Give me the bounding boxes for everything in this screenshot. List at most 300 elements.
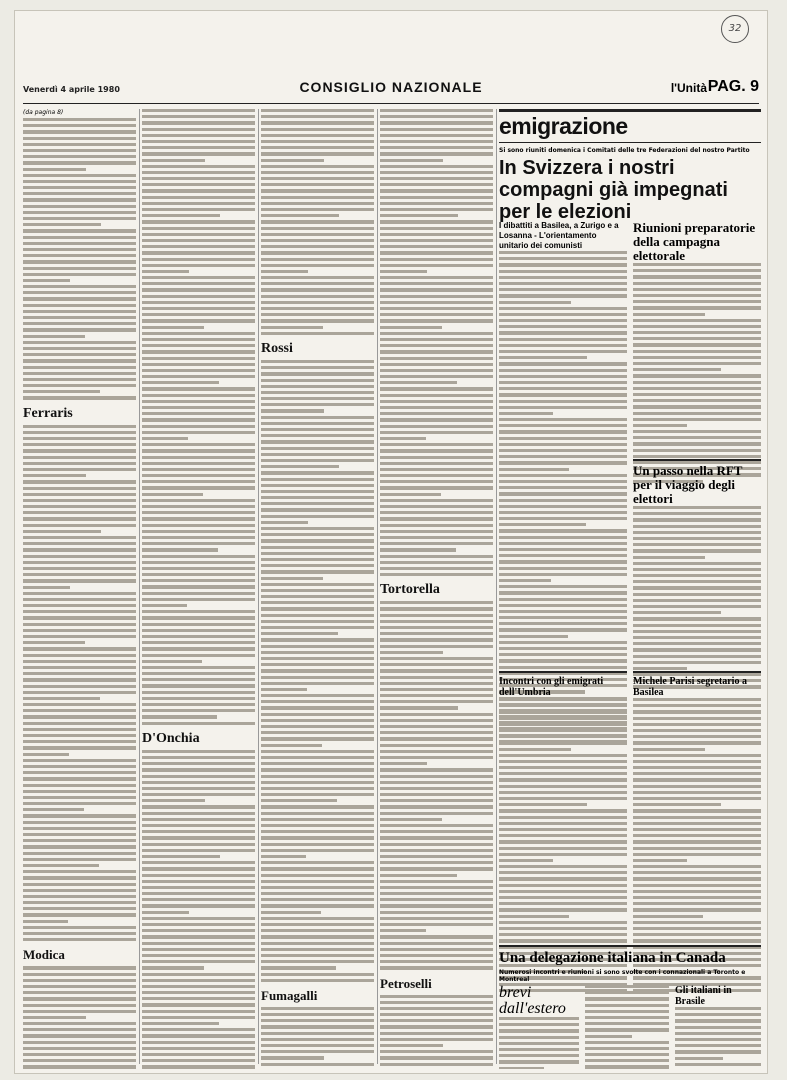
text-line (23, 328, 136, 331)
text-line (261, 332, 374, 335)
text-line (499, 729, 627, 732)
text-line (261, 595, 374, 598)
text-line (499, 1017, 579, 1020)
text-line (261, 812, 374, 815)
text-line (499, 902, 627, 905)
text-line (380, 394, 493, 397)
text-line (380, 189, 493, 192)
text-line (380, 462, 493, 465)
body-text (142, 750, 255, 1069)
text-line (633, 760, 761, 763)
text-line (499, 710, 627, 713)
text-line (380, 363, 493, 366)
text-line (633, 908, 761, 911)
text-line (261, 948, 374, 951)
text-line (142, 536, 255, 539)
text-line (261, 558, 374, 561)
text-line (142, 258, 255, 261)
text-line (261, 867, 374, 870)
text-line (142, 319, 255, 322)
text-line (380, 115, 493, 118)
text-line (261, 459, 374, 462)
text-line (261, 583, 374, 586)
text-line (261, 700, 374, 703)
text-line (142, 431, 255, 434)
text-line (380, 128, 493, 131)
text-line (261, 886, 374, 889)
text-line (142, 678, 255, 681)
text-line (499, 598, 627, 601)
text-line (499, 865, 627, 868)
text-line (23, 474, 86, 477)
text-line (499, 809, 627, 812)
text-line (261, 589, 374, 592)
text-line (499, 604, 627, 607)
text-line (23, 604, 136, 607)
text-line (142, 666, 255, 669)
text-line (142, 635, 255, 638)
text-line (633, 436, 761, 439)
text-line (261, 152, 374, 155)
text-line (380, 140, 493, 143)
text-line (499, 1023, 579, 1026)
body-text (23, 118, 136, 400)
text-line (633, 549, 761, 552)
text-line (380, 499, 493, 502)
text-line (380, 620, 493, 623)
text-line (261, 979, 374, 982)
text-line (633, 840, 761, 843)
text-line (380, 159, 443, 162)
text-line (23, 341, 136, 344)
text-line (23, 895, 136, 898)
text-line (380, 849, 493, 852)
text-line (261, 220, 374, 223)
text-line (380, 1063, 493, 1066)
text-line (380, 493, 441, 496)
text-line (633, 506, 761, 509)
text-line (23, 814, 136, 817)
text-line (142, 196, 255, 199)
text-line (23, 517, 136, 520)
text-line (499, 921, 627, 924)
text-line (261, 533, 374, 536)
text-line (142, 942, 255, 945)
newspaper-name: l'Unità (670, 81, 707, 95)
text-line (23, 666, 136, 669)
text-line (633, 325, 761, 328)
text-line (261, 614, 374, 617)
text-line (380, 264, 493, 267)
text-line (142, 1047, 255, 1050)
text-line (380, 793, 493, 796)
text-line (142, 579, 255, 582)
text-line (261, 768, 374, 771)
riunioni-box (633, 221, 761, 486)
text-line (633, 337, 761, 340)
text-line (142, 917, 255, 920)
text-line (142, 966, 204, 969)
text-line (380, 536, 493, 539)
text-line (380, 555, 493, 558)
text-line (142, 793, 255, 796)
text-line (142, 672, 255, 675)
text-line (142, 880, 255, 883)
text-line (499, 474, 627, 477)
text-line (499, 896, 627, 899)
text-line (142, 997, 255, 1000)
text-line (142, 1022, 219, 1025)
text-line (142, 406, 255, 409)
text-line (142, 824, 255, 827)
text-line (261, 719, 374, 722)
text-line (380, 468, 493, 471)
text-line (261, 121, 374, 124)
text-line (261, 270, 308, 273)
text-line (142, 233, 255, 236)
text-line (261, 694, 374, 697)
text-line (499, 313, 627, 316)
text-line (142, 762, 255, 765)
text-line (499, 816, 627, 819)
text-line (633, 617, 761, 620)
text-line (499, 362, 627, 365)
text-line (585, 1065, 669, 1068)
text-line (633, 927, 761, 930)
text-line (142, 954, 255, 957)
text-line (380, 787, 493, 790)
text-line (23, 635, 136, 638)
text-line (499, 635, 568, 638)
text-line (499, 461, 627, 464)
header-rule (23, 103, 759, 104)
text-line (633, 884, 761, 887)
text-line (261, 762, 374, 765)
text-line (633, 772, 761, 775)
text-line (633, 661, 761, 664)
text-line (261, 830, 374, 833)
text-line (380, 313, 493, 316)
text-line (261, 301, 374, 304)
text-line (23, 765, 136, 768)
text-line (23, 790, 136, 793)
text-line (499, 529, 627, 532)
text-line (380, 400, 493, 403)
text-line (261, 725, 374, 728)
text-line (261, 564, 374, 567)
body-text (585, 985, 669, 1069)
text-line (380, 1013, 493, 1016)
text-line (499, 294, 627, 297)
text-line (380, 601, 493, 604)
text-line (261, 836, 374, 839)
text-line (142, 381, 219, 384)
text-line (633, 381, 761, 384)
text-line (23, 378, 136, 381)
text-line (23, 623, 136, 626)
text-line (142, 836, 255, 839)
text-line (142, 276, 255, 279)
text-line (142, 301, 255, 304)
text-line (380, 898, 493, 901)
text-line (633, 797, 761, 800)
text-line (675, 1050, 761, 1053)
text-line (23, 456, 136, 459)
text-line (23, 845, 136, 848)
text-line (499, 1042, 579, 1045)
text-line (142, 208, 255, 211)
text-line (499, 939, 627, 942)
text-line (380, 935, 493, 938)
text-line (23, 647, 136, 650)
text-line (142, 189, 255, 192)
text-line (380, 270, 427, 273)
text-line (380, 632, 493, 635)
text-line (633, 624, 761, 627)
text-line (499, 760, 627, 763)
text-line (633, 748, 705, 751)
text-line (380, 725, 493, 728)
text-line (142, 598, 255, 601)
text-line (261, 904, 374, 907)
text-line (380, 706, 458, 709)
text-line (380, 911, 493, 914)
subheadline: I dibattiti a Basilea, a Zurigo e a Losanna - L'orientamento unitario dei comunisti (499, 221, 619, 250)
text-line (380, 843, 493, 846)
text-line (23, 248, 136, 251)
text-line (142, 214, 220, 217)
text-line (261, 892, 374, 895)
text-line (142, 660, 202, 663)
text-line (499, 455, 627, 458)
text-line (380, 505, 493, 508)
text-line (23, 548, 136, 551)
text-line (23, 254, 136, 257)
text-line (380, 486, 493, 489)
text-line (142, 251, 255, 254)
section-title: CONSIGLIO NAZIONALE (299, 79, 483, 95)
text-line (380, 165, 493, 168)
text-line (380, 412, 493, 415)
text-line (23, 353, 136, 356)
text-line (261, 645, 374, 648)
body-text (142, 109, 255, 725)
text-line (142, 542, 255, 545)
text-line (142, 115, 255, 118)
text-line (633, 593, 761, 596)
text-line (23, 966, 136, 969)
text-line (633, 741, 761, 744)
text-line (633, 537, 761, 540)
text-line (380, 700, 493, 703)
text-column-3 (261, 109, 374, 1069)
text-line (23, 149, 136, 152)
text-line (499, 666, 627, 669)
text-line (261, 307, 374, 310)
text-line (633, 362, 761, 365)
text-line (142, 585, 255, 588)
text-line (142, 818, 255, 821)
text-line (142, 573, 255, 576)
text-line (499, 270, 627, 273)
text-line (23, 143, 136, 146)
text-line (261, 134, 374, 137)
text-line (142, 684, 255, 687)
article-headline: Un passo nella RFT per il viaggio degli elettori (633, 463, 743, 506)
text-line (499, 449, 627, 452)
text-line (633, 809, 761, 812)
text-line (23, 759, 136, 762)
text-line (23, 660, 136, 663)
text-line (633, 803, 721, 806)
text-line (142, 474, 255, 477)
text-line (23, 932, 136, 935)
text-line (633, 368, 721, 371)
text-line (499, 511, 627, 514)
text-line (261, 360, 374, 363)
text-line (675, 1026, 761, 1029)
text-line (23, 161, 136, 164)
text-line (142, 468, 255, 471)
text-line (633, 531, 761, 534)
text-line (633, 785, 761, 788)
text-line (380, 731, 493, 734)
text-line (261, 898, 374, 901)
text-line (142, 511, 255, 514)
text-line (23, 511, 136, 514)
section-title: emigrazione (499, 113, 628, 139)
text-line (142, 722, 255, 725)
text-line (675, 1032, 761, 1035)
text-line (142, 973, 255, 976)
text-line (499, 325, 627, 328)
text-line (585, 997, 669, 1000)
text-line (633, 605, 761, 608)
text-line (23, 991, 136, 994)
text-line (380, 449, 493, 452)
text-line (499, 375, 627, 378)
text-line (499, 573, 627, 576)
text-line (23, 997, 136, 1000)
text-line (142, 344, 255, 347)
text-line (23, 372, 136, 375)
text-line (142, 220, 255, 223)
text-line (380, 282, 493, 285)
column-rule (139, 109, 140, 1064)
text-line (261, 508, 374, 511)
text-line (380, 443, 493, 446)
text-line (499, 424, 627, 427)
text-line (23, 802, 136, 805)
text-line (142, 1053, 255, 1056)
text-line (23, 186, 136, 189)
text-line (633, 306, 761, 309)
text-line (142, 350, 255, 353)
text-line (380, 288, 493, 291)
text-line (23, 1065, 136, 1068)
text-line (23, 174, 136, 177)
text-line (142, 750, 255, 753)
text-line (585, 1041, 669, 1044)
text-line (23, 586, 70, 589)
text-line (380, 1050, 493, 1053)
text-line (142, 756, 255, 759)
text-line (261, 657, 374, 660)
text-line (23, 616, 136, 619)
text-line (23, 678, 136, 681)
text-line (261, 379, 374, 382)
text-line (23, 561, 136, 564)
brevi-title: brevi dall'estero (499, 984, 566, 1017)
text-line (261, 843, 374, 846)
text-line (380, 220, 493, 223)
text-line (380, 812, 493, 815)
text-line (142, 979, 255, 982)
text-line (380, 251, 493, 254)
text-line (633, 847, 761, 850)
issue-date: Venerdì 4 aprile 1980 (23, 85, 120, 94)
body-text (380, 109, 493, 576)
text-line (261, 276, 374, 279)
text-line (261, 552, 374, 555)
text-line (380, 669, 493, 672)
text-line (380, 295, 493, 298)
text-line (261, 787, 374, 790)
text-line (499, 1029, 579, 1032)
text-line (585, 1059, 669, 1062)
text-column-2 (142, 109, 255, 1069)
body-text (23, 966, 136, 1069)
text-line (499, 257, 627, 260)
text-line (23, 304, 136, 307)
text-line (261, 1007, 374, 1010)
text-line (499, 288, 627, 291)
text-line (261, 502, 374, 505)
article-headline: Una delegazione italiana in Canada (499, 950, 726, 966)
text-line (380, 904, 493, 907)
text-line (142, 654, 255, 657)
text-line (23, 1059, 136, 1062)
text-line (23, 198, 136, 201)
page-header (15, 79, 767, 99)
article-headline: Riunioni preparatorie della campagna elettorale (633, 220, 756, 263)
text-line (380, 208, 493, 211)
text-line (142, 715, 217, 718)
text-line (142, 134, 255, 137)
text-line (499, 840, 627, 843)
text-line (261, 1038, 374, 1041)
emigrazione-section (499, 109, 761, 1069)
text-line (23, 1028, 136, 1031)
page-number: PAG. 9 (707, 78, 759, 95)
text-line (499, 834, 627, 837)
text-line (142, 948, 255, 951)
rft-box (633, 459, 761, 692)
text-line (499, 704, 627, 707)
text-line (499, 387, 627, 390)
text-line (633, 424, 687, 427)
text-line (499, 548, 627, 551)
text-line (380, 942, 493, 945)
text-line (633, 580, 761, 583)
text-line (633, 698, 761, 701)
text-line (261, 911, 321, 914)
text-line (142, 363, 255, 366)
text-line (380, 768, 493, 771)
text-line (499, 567, 627, 570)
text-line (23, 973, 136, 976)
text-line (380, 561, 493, 564)
